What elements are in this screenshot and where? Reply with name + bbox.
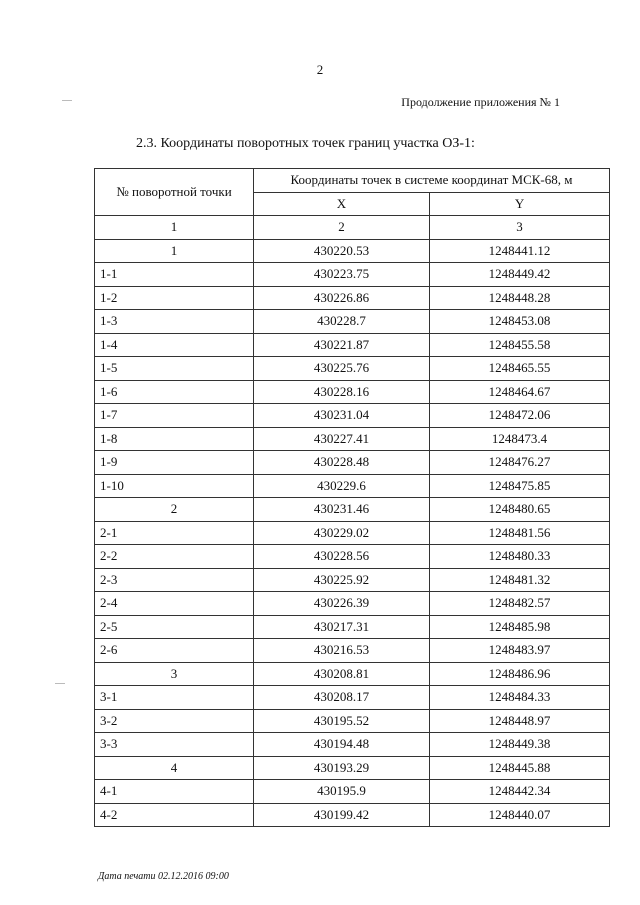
y-cell: 1248455.58 xyxy=(430,333,610,357)
table-row xyxy=(95,380,610,404)
table-row xyxy=(95,333,610,357)
table-row xyxy=(95,498,610,522)
y-cell: 1248481.56 xyxy=(430,521,610,545)
y-cell: 1248485.98 xyxy=(430,615,610,639)
y-cell: 1248448.28 xyxy=(430,286,610,310)
point-cell: 1-10 xyxy=(95,474,254,498)
point-cell: 3-3 xyxy=(95,733,254,757)
y-cell: 1248440.07 xyxy=(430,803,610,827)
x-cell: 430216.53 xyxy=(254,639,430,663)
x-cell: 430208.81 xyxy=(254,662,430,686)
y-cell: 1248484.33 xyxy=(430,686,610,710)
table-row xyxy=(95,427,610,451)
y-cell: 1248476.27 xyxy=(430,451,610,475)
y-cell: 1248449.42 xyxy=(430,263,610,287)
x-cell: 430208.17 xyxy=(254,686,430,710)
x-cell: 430195.9 xyxy=(254,780,430,804)
y-cell: 1248473.4 xyxy=(430,427,610,451)
y-cell: 1248445.88 xyxy=(430,756,610,780)
y-cell: 1248464.67 xyxy=(430,380,610,404)
x-cell: 430229.6 xyxy=(254,474,430,498)
section-title: 2.3. Координаты поворотных точек границ участка ОЗ-1: xyxy=(136,136,475,151)
x-cell: 430229.02 xyxy=(254,521,430,545)
table-row xyxy=(95,803,610,827)
table-row xyxy=(95,451,610,475)
column-number: 1 xyxy=(95,216,254,240)
y-cell: 1248465.55 xyxy=(430,357,610,381)
table-row xyxy=(95,592,610,616)
table-row xyxy=(95,521,610,545)
table-row xyxy=(95,709,610,733)
point-cell: 4-1 xyxy=(95,780,254,804)
y-cell: 1248480.33 xyxy=(430,545,610,569)
x-cell: 430231.46 xyxy=(254,498,430,522)
y-cell: 1248480.65 xyxy=(430,498,610,522)
point-cell: 4-2 xyxy=(95,803,254,827)
point-cell: 1-9 xyxy=(95,451,254,475)
appendix-note: Продолжение приложения № 1 xyxy=(401,95,560,109)
x-cell: 430226.39 xyxy=(254,592,430,616)
table-row xyxy=(95,286,610,310)
x-cell: 430227.41 xyxy=(254,427,430,451)
page-number: 2 xyxy=(316,62,324,77)
table-row xyxy=(95,545,610,569)
y-cell: 1248449.38 xyxy=(430,733,610,757)
x-cell: 430228.16 xyxy=(254,380,430,404)
x-cell: 430194.48 xyxy=(254,733,430,757)
point-cell: 1-4 xyxy=(95,333,254,357)
x-cell: 430225.92 xyxy=(254,568,430,592)
table-row xyxy=(95,310,610,334)
y-cell: 1248486.96 xyxy=(430,662,610,686)
x-cell: 430228.48 xyxy=(254,451,430,475)
point-cell: 1-2 xyxy=(95,286,254,310)
y-cell: 1248481.32 xyxy=(430,568,610,592)
x-cell: 430225.76 xyxy=(254,357,430,381)
x-cell: 430223.75 xyxy=(254,263,430,287)
x-cell: 430221.87 xyxy=(254,333,430,357)
point-cell: 3 xyxy=(95,662,254,686)
point-cell: 2-5 xyxy=(95,615,254,639)
table-row xyxy=(95,568,610,592)
x-cell: 430226.86 xyxy=(254,286,430,310)
y-cell: 1248483.97 xyxy=(430,639,610,663)
y-cell: 1248442.34 xyxy=(430,780,610,804)
point-cell: 1-8 xyxy=(95,427,254,451)
table-row xyxy=(95,733,610,757)
margin-mark xyxy=(55,683,65,684)
column-number: 2 xyxy=(254,216,430,240)
x-cell: 430195.52 xyxy=(254,709,430,733)
x-cell: 430228.7 xyxy=(254,310,430,334)
table-row xyxy=(95,686,610,710)
x-cell: 430217.31 xyxy=(254,615,430,639)
point-cell: 2-6 xyxy=(95,639,254,663)
point-cell: 2-1 xyxy=(95,521,254,545)
y-cell: 1248472.06 xyxy=(430,404,610,428)
table-row xyxy=(95,615,610,639)
point-cell: 1-3 xyxy=(95,310,254,334)
point-cell: 4 xyxy=(95,756,254,780)
table-row xyxy=(95,357,610,381)
column-number: 3 xyxy=(430,216,610,240)
table-row xyxy=(95,639,610,663)
point-cell: 1 xyxy=(95,239,254,263)
x-cell: 430228.56 xyxy=(254,545,430,569)
x-cell: 430220.53 xyxy=(254,239,430,263)
header-x: X xyxy=(254,192,430,216)
y-cell: 1248453.08 xyxy=(430,310,610,334)
table-body xyxy=(95,239,610,827)
coordinates-table xyxy=(94,168,610,827)
y-cell: 1248441.12 xyxy=(430,239,610,263)
point-cell: 2-3 xyxy=(95,568,254,592)
table-row xyxy=(95,239,610,263)
margin-mark xyxy=(62,100,72,101)
point-cell: 3-1 xyxy=(95,686,254,710)
print-date: Дата печати 02.12.2016 09:00 xyxy=(98,871,229,882)
point-cell: 1-7 xyxy=(95,404,254,428)
x-cell: 430231.04 xyxy=(254,404,430,428)
x-cell: 430199.42 xyxy=(254,803,430,827)
header-coords: Координаты точек в системе координат МСК-68, м xyxy=(254,169,610,193)
point-cell: 3-2 xyxy=(95,709,254,733)
point-cell: 2-2 xyxy=(95,545,254,569)
point-cell: 2 xyxy=(95,498,254,522)
table-row xyxy=(95,780,610,804)
table-row xyxy=(95,474,610,498)
point-cell: 1-5 xyxy=(95,357,254,381)
table-row xyxy=(95,662,610,686)
table-row xyxy=(95,404,610,428)
header-y: Y xyxy=(430,192,610,216)
point-cell: 1-1 xyxy=(95,263,254,287)
y-cell: 1248482.57 xyxy=(430,592,610,616)
point-cell: 1-6 xyxy=(95,380,254,404)
header-point: № поворотной точки xyxy=(95,169,254,216)
x-cell: 430193.29 xyxy=(254,756,430,780)
y-cell: 1248475.85 xyxy=(430,474,610,498)
y-cell: 1248448.97 xyxy=(430,709,610,733)
table-row xyxy=(95,756,610,780)
table-row xyxy=(95,263,610,287)
point-cell: 2-4 xyxy=(95,592,254,616)
